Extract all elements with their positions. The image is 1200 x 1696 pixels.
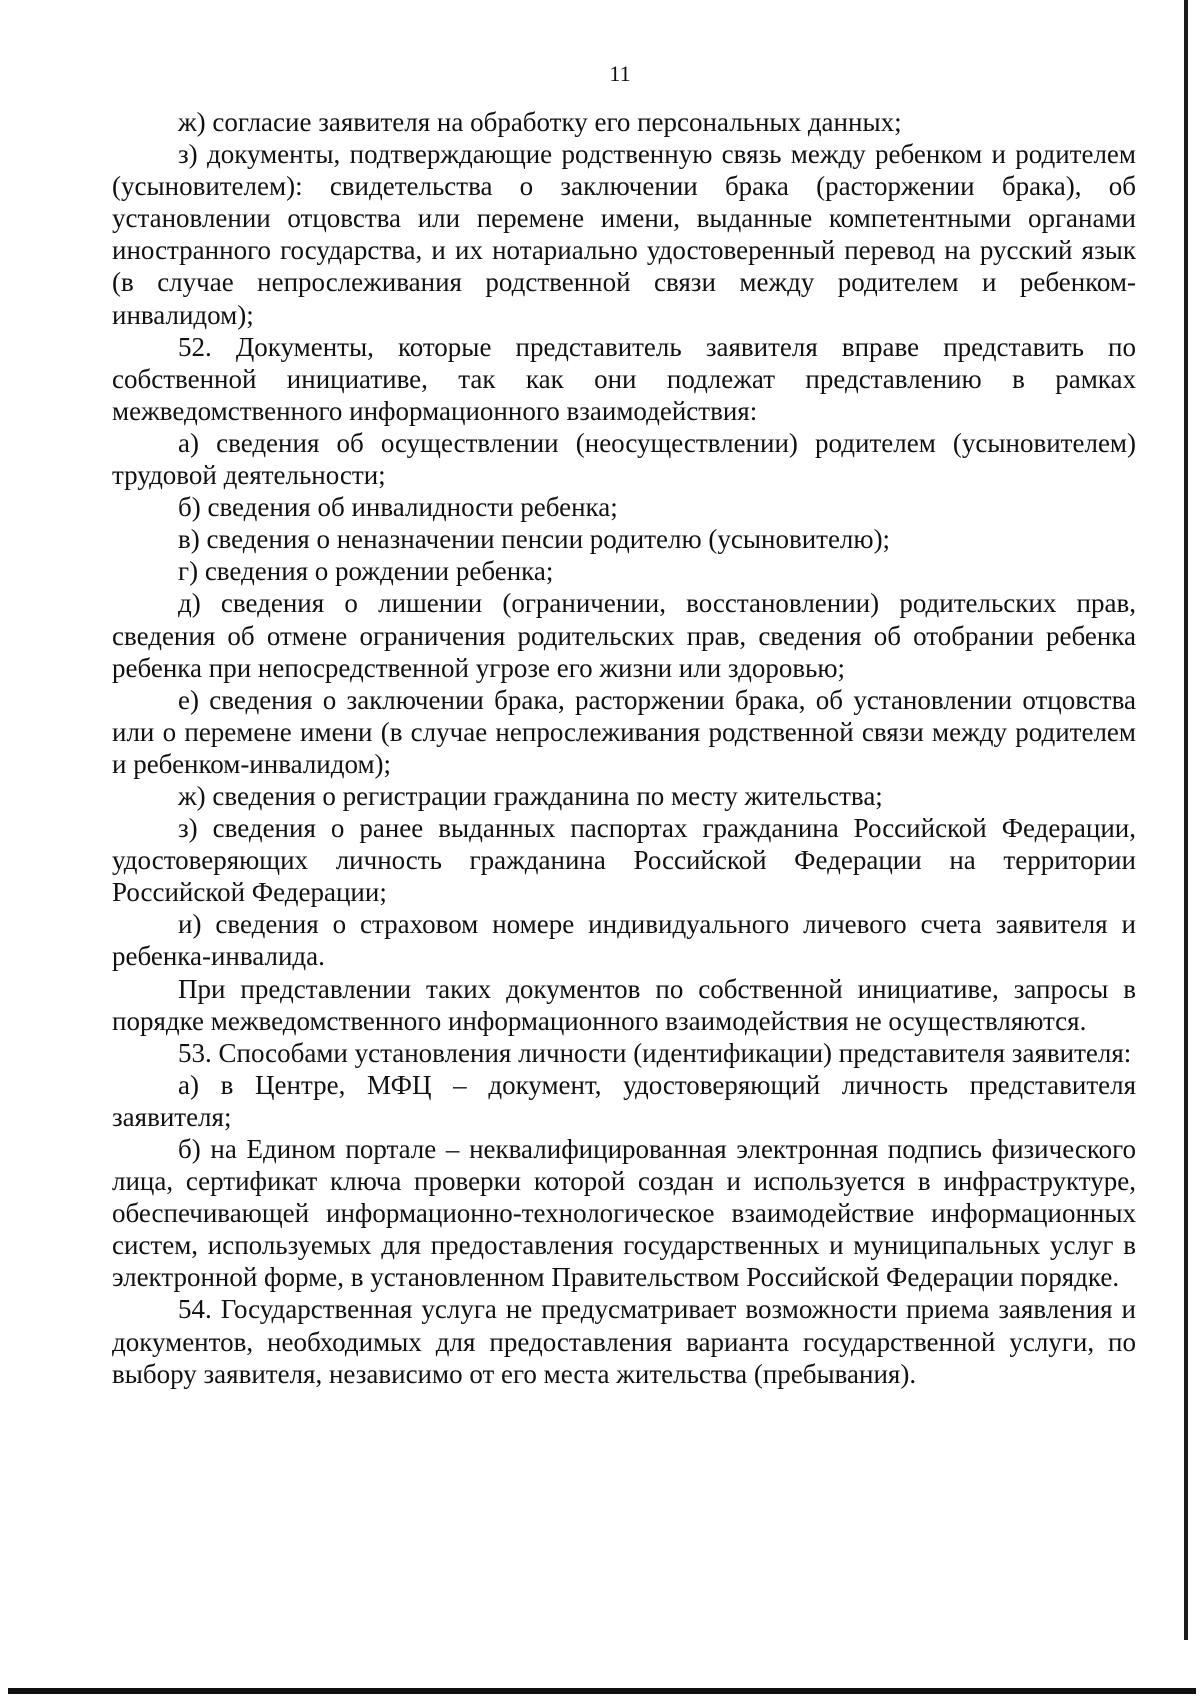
paragraph-52-a: а) сведения об осуществлении (неосуществлении) родителем (усыновителем) трудовой деятельности;	[112, 427, 1136, 491]
paragraph-52: 52. Документы, которые представитель заявителя вправе представить по собственной инициативе, так как они подлежат представлению в рамках межведомственного информационного взаимодействия:	[112, 331, 1136, 426]
paragraph-52-g: г) сведения о рождении ребенка;	[178, 556, 554, 587]
scan-bottom-edge-shadow	[8, 1688, 1196, 1694]
paragraph-53: 53. Способами установления личности (идентификации) представителя заявителя:	[178, 1037, 1132, 1068]
paragraph-52-d: д) сведения о лишении (ограничении, восстановлении) родительских прав, сведения об отмене ограничения родительских прав, сведения об отобрании ребенка ребенка при непосредственной угрозе его жизни или здоровью;	[112, 588, 1136, 683]
paragraph-52-v: в) сведения о неназначении пенсии родителю (усыновителю);	[178, 524, 891, 555]
paragraph-consent: ж) согласие заявителя на обработку его персональных данных;	[178, 107, 902, 137]
paragraph-52-e: е) сведения о заключении брака, расторжении брака, об установлении отцовства или о перемене имени (в случае непрослеживания родственной связи между родителем и ребенком-инвалидом);	[112, 684, 1136, 779]
paragraph-no-requests: При представлении таких документов по собственной инициативе, запросы в порядке межведомственного информационного взаимодействия не осуществляются.	[112, 973, 1136, 1036]
scan-right-edge-shadow	[1184, 0, 1188, 1640]
paragraph-53-a: а) в Центре, МФЦ – документ, удостоверяющий личность представителя заявителя;	[112, 1069, 1136, 1132]
document-body	[112, 106, 1136, 1390]
paragraph-54: 54. Государственная услуга не предусматривает возможности приема заявления и документов, необходимых для предоставления варианта государственной услуги, по выбору заявителя, независимо от его места жительства (пребывания).	[112, 1294, 1136, 1389]
page-number: 11	[609, 61, 631, 86]
paragraph-52-zh: ж) сведения о регистрации гражданина по месту жительства;	[178, 780, 883, 811]
paragraph-52-z: з) сведения о ранее выданных паспортах гражданина Российской Федерации, удостоверяющих личность гражданина Российской Федерации на территории Российской Федерации;	[112, 813, 1136, 908]
paragraph-kinship-documents: з) документы, подтверждающие родственную связь между ребенком и родителем (усыновителем): свидетельства о заключении брака (расторжении брака), об установлении отцовства или перемене имени, выданные компетентными органами иностранного государства, и их нотариально удостоверенный перевод на русский язык (в случае непрослеживания родственной связи между родителем и ребенком-инвалидом);	[112, 139, 1136, 330]
paragraph-52-b: б) сведения об инвалидности ребенка;	[178, 492, 618, 523]
paragraph-53-b: б) на Едином портале – неквалифицированная электронная подпись физического лица, сертификат ключа проверки которой создан и используется в инфраструктуре, обеспечивающей информационно-технологическое взаимодействие информационных систем, используемых для предоставления государственных и муниципальных услуг в электронной форме, в установленном Правительством Российской Федерации порядке.	[112, 1134, 1136, 1293]
paragraph-52-i: и) сведения о страховом номере индивидуального личевого счета заявителя и ребенка-инвалида.	[112, 909, 1136, 972]
